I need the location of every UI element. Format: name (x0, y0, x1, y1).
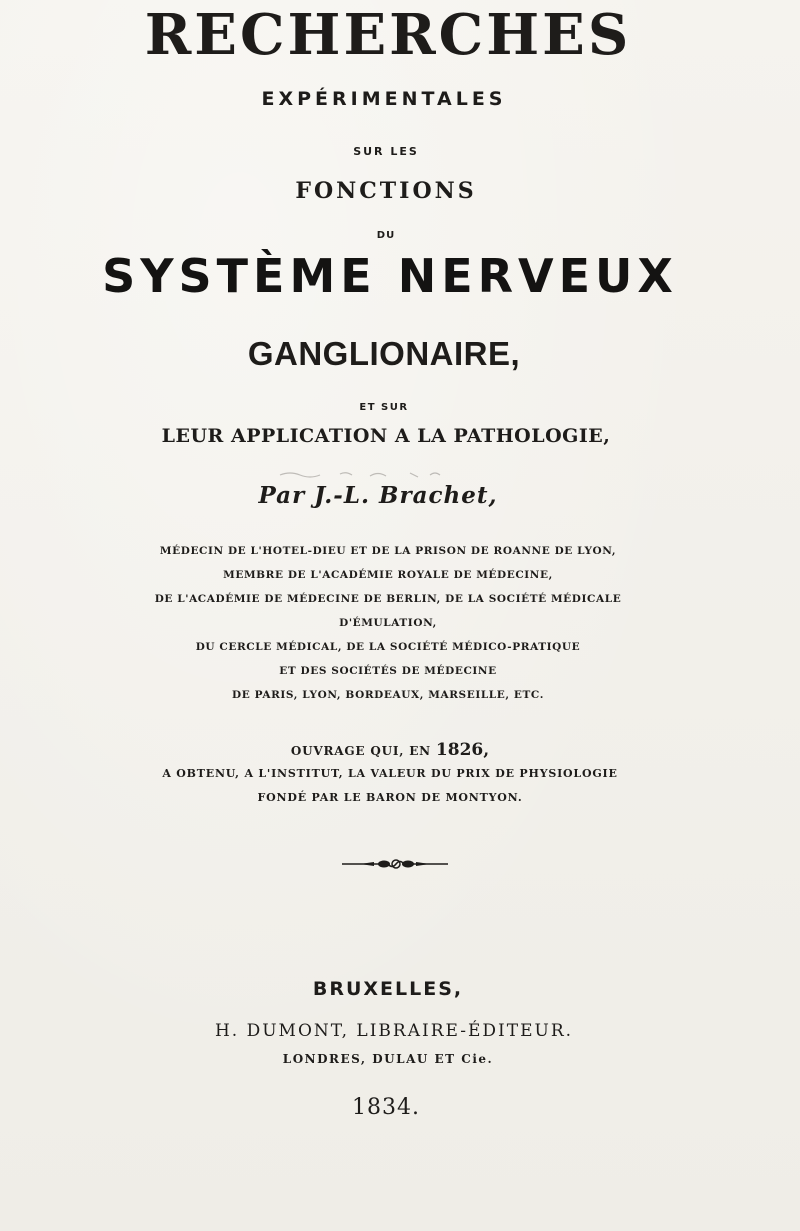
credential-line: D'ÉMULATION, (339, 617, 437, 629)
subtitle: EXPÉRIMENTALES (261, 88, 507, 110)
prize-year: 1826, (435, 740, 490, 760)
sur-les-text: SUR LES (353, 145, 419, 158)
imprint-city: BRUXELLES, (312, 978, 464, 1000)
prize-line-1-prefix: OUVRAGE QUI, EN (290, 744, 431, 758)
author-line: Par J.-L. Brachet, (258, 482, 498, 509)
du-text: DU (376, 230, 396, 241)
main-title: RECHERCHES (144, 2, 632, 68)
imprint-publisher: H. DUMONT, LIBRAIRE-ÉDITEUR. (214, 1021, 574, 1041)
et-sur-text: ET SUR (359, 402, 409, 413)
credential-line: DE L'ACADÉMIE DE MÉDECINE DE BERLIN, DE LA SOCIÉTÉ MÉDICALE (154, 593, 622, 605)
imprint-london: LONDRES, DULAU ET Cie. (282, 1052, 494, 1066)
imprint-year: 1834. (352, 1095, 420, 1120)
prize-line-1 (0, 740, 790, 760)
credential-line: MÉDECIN DE L'HOTEL-DIEU ET DE LA PRISON DE ROANNE DE LYON, (159, 545, 617, 557)
systeme-nerveux-heading: SYSTÈME NERVEUX (102, 249, 678, 303)
printer-ornament-icon (340, 858, 450, 870)
credential-line: DE PARIS, LYON, BORDEAUX, MARSEILLE, ETC. (232, 689, 544, 701)
prize-line-2: A OBTENU, A L'INSTITUT, LA VALEUR DU PRIX DE PHYSIOLOGIE (162, 767, 618, 780)
ganglionaire-heading: GANGLIONAIRE, (247, 335, 521, 372)
application-heading: LEUR APPLICATION A LA PATHOLOGIE, (161, 425, 611, 447)
credential-line: MEMBRE DE L'ACADÉMIE ROYALE DE MÉDECINE, (223, 569, 553, 581)
credential-line: ET DES SOCIÉTÉS DE MÉDECINE (279, 665, 497, 677)
ink-smudge-decoration (270, 467, 470, 481)
fonctions-heading: FONCTIONS (295, 178, 477, 204)
credential-line: DU CERCLE MÉDICAL, DE LA SOCIÉTÉ MÉDICO-PRATIQUE (195, 641, 581, 653)
prize-line-3: FONDÉ PAR LE BARON DE MONTYON. (257, 791, 523, 804)
